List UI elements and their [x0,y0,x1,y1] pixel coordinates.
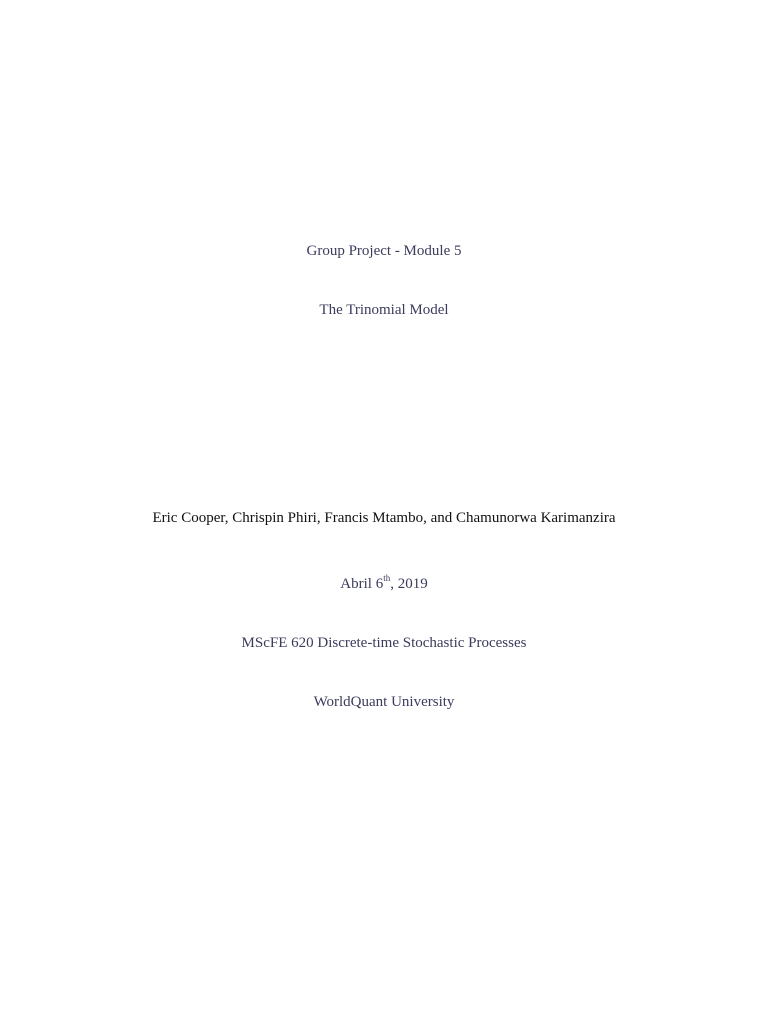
university-name: WorldQuant University [313,694,455,710]
project-subtitle: The Trinomial Model [319,302,449,318]
date-year: , 2019 [390,576,428,592]
course-name: MScFE 620 Discrete-time Stochastic Processes [241,635,527,651]
date-prefix: Abril 6 [340,576,384,592]
project-title: Group Project - Module 5 [306,243,462,259]
date-ordinal-suffix: th [383,573,391,583]
author-list: Eric Cooper, Chrispin Phiri, Francis Mtambo, and Chamunorwa Karimanzira [152,510,616,526]
submission-date [0,575,768,593]
